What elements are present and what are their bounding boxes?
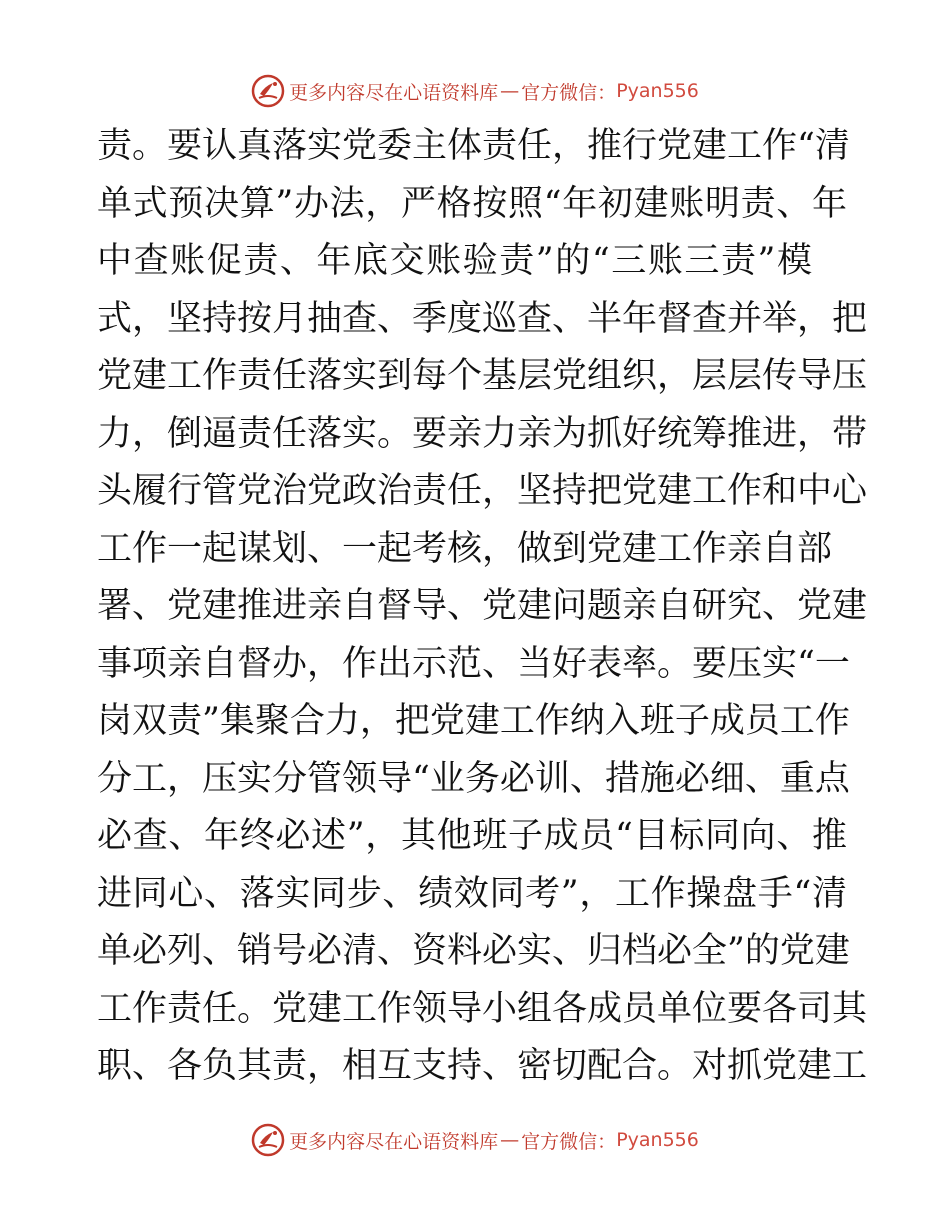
book-pen-logo-icon bbox=[251, 74, 285, 108]
text-line: 事项亲自督办，作出示范、当好表率。要压实“一 bbox=[97, 643, 850, 684]
banner-wechat-id: Pyan556 bbox=[616, 80, 699, 102]
text-line: 职、各负其责，相互支持、密切配合。对抓党建工 bbox=[97, 1046, 868, 1086]
banner-wechat-label: 官方微信： bbox=[521, 81, 617, 104]
text-line: 工作一起谋划、一起考核，做到党建工作亲自部 bbox=[97, 528, 833, 569]
header-banner bbox=[0, 71, 950, 111]
text-line: 式，坚持按月抽查、季度巡查、半年督查并举，把 bbox=[97, 298, 868, 339]
text-line: 岗双责”集聚合力，把党建工作纳入班子成员工作 bbox=[97, 701, 850, 741]
text-line: 单必列、销号必清、资料必实、归档必全”的党建 bbox=[97, 931, 850, 971]
body-text bbox=[97, 118, 868, 1096]
text-line: 中查账促责、年底交账验责”的“三账三责”模 bbox=[97, 241, 812, 281]
banner-separator: — bbox=[500, 80, 520, 102]
footer-banner bbox=[0, 1120, 950, 1160]
book-pen-logo-icon bbox=[251, 1123, 285, 1157]
text-line: 党建工作责任落实到每个基层党组织，层层传导压 bbox=[97, 356, 868, 396]
banner-separator: — bbox=[500, 1129, 520, 1151]
banner-wechat-label: 官方微信： bbox=[521, 1130, 617, 1153]
text-line: 署、党建推进亲自督导、党建问题亲自研究、党建 bbox=[97, 586, 868, 626]
text-line: 必查、年终必述”，其他班子成员“目标同向、推 bbox=[97, 816, 847, 856]
text-line: 单式预决算”办法，严格按照“年初建账明责、年 bbox=[97, 183, 847, 224]
text-line: 头履行管党治党政治责任，坚持把党建工作和中心 bbox=[97, 471, 868, 511]
banner-text: 更多内容尽在心语资料库 bbox=[289, 81, 499, 104]
text-line: 进同心、落实同步、绩效同考”，工作操盘手“清 bbox=[97, 873, 847, 914]
banner-text: 更多内容尽在心语资料库 bbox=[289, 1130, 499, 1153]
text-line: 工作责任。党建工作领导小组各成员单位要各司其 bbox=[97, 988, 868, 1029]
text-line: 力，倒逼责任落实。要亲力亲为抓好统筹推进，带 bbox=[97, 413, 868, 454]
banner-wechat-id: Pyan556 bbox=[616, 1129, 699, 1151]
text-line: 责。要认真落实党委主体责任，推行党建工作“清 bbox=[97, 126, 850, 166]
text-line: 分工，压实分管领导“业务必训、措施必细、重点 bbox=[97, 758, 850, 799]
